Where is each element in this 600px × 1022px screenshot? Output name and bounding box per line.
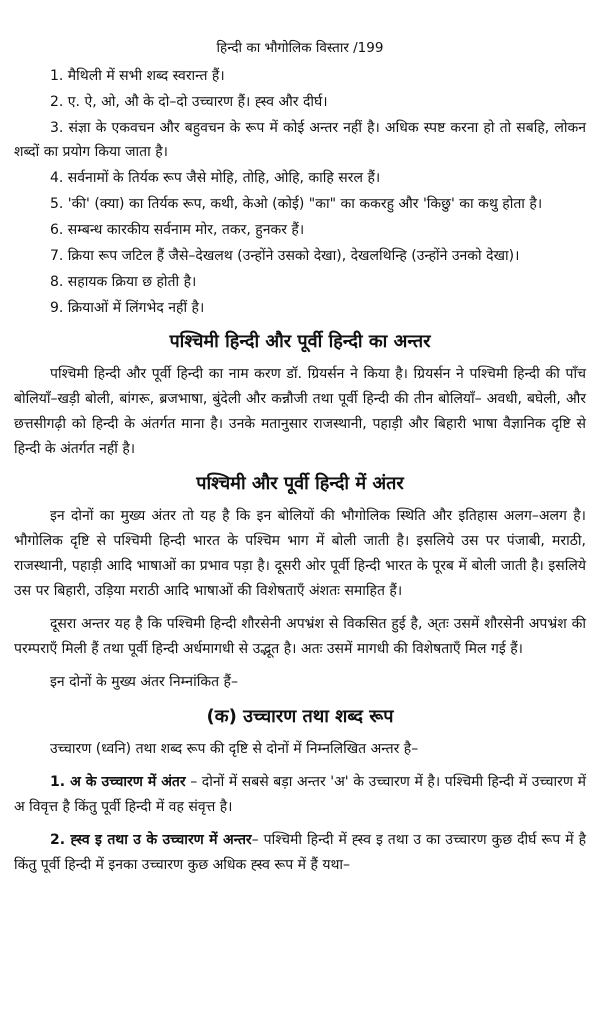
list-item: 1. मैथिली में सभी शब्द स्वरान्त हैं। <box>50 68 225 84</box>
section-heading: पश्चिमी और पूर्वी हिन्दी में अंतर <box>196 473 404 494</box>
list-item: 3. संज्ञा के एकवचन और बहुवचन के रूप में कोई अन्तर नहीं है। अधिक स्पष्ट करना हो तो सबहि, लोकन शब्दों का प्रयोग किया जाता है। <box>14 120 586 160</box>
point-text: – दोनों में सबसे बड़ा अन्तर 'अ' के उच्चारण में है। पश्चिमी हिन्दी में उच्चारण में अ विवृत्त है किंतु पूर्वी हिन्दी में वह संवृत्त है। <box>14 774 586 815</box>
paragraph: इन दोनों का मुख्य अंतर तो यह है कि इन बोलियों की भौगोलिक स्थिति और इतिहास अलग–अलग है। भौगोलिक दृष्टि से पश्चिमी हिन्दी भारत के पश्चिम भाग में बोली जाती है। इसलिये उस पर पंजाबी, मराठी, राजस्थानी, पहाड़ी आदि भाषाओं का प्रभाव पड़ा है। दूसरी ओर पूर्वी हिन्दी भारत के पूरब में बोली जाती है। इसलिये उस पर बिहारी, उड़िया मराठी आदि भाषाओं की विशेषताएँ अंशतः समाहित हैं। <box>14 508 586 599</box>
point-title: 1. अ के उच्चारण में अंतर <box>50 774 186 790</box>
running-header: हिन्दी का भौगोलिक विस्तार /199 <box>216 40 384 56</box>
list-item: 4. सर्वनामों के तिर्यक रूप जैसे मोहि, तोहि, ओहि, काहि सरल हैं। <box>50 170 381 186</box>
list-item: 6. सम्बन्ध कारकीय सर्वनाम मोर, तकर, हुनकर हैं। <box>50 222 305 238</box>
paragraph: दूसरा अन्तर यह है कि पश्चिमी हिन्दी शौरसेनी अपभ्रंश से विकसित हुई है, अ्तः उसमें शौरसेनी अपभ्रंश की परम्पराएँ मिली हैं तथा पूर्वी हिन्दी अर्धमागधी से उद्भूत है। अतः उसमें मागधी की विशेषताएँ मिल गई हैं। <box>14 616 586 657</box>
section-heading: पश्चिमी हिन्दी और पूर्वी हिन्दी का अन्तर <box>169 331 431 352</box>
point-text: – पश्चिमी हिन्दी में ह्स्व इ तथा उ का उच्चारण कुछ दीर्घ रूप में है किंतु पूर्वी हिन्दी में इनका उच्चारण कुछ अधिक ह्स्व रूप में हैं यथा– <box>14 832 587 873</box>
list-item: 2. ए. ऐ, ओ, औ के दो–दो उच्चारण हैं। ह्स्व और दीर्घ। <box>50 94 328 110</box>
list-item: 8. सहायक क्रिया छ होती है। <box>50 274 197 290</box>
list-item: 5. 'की' (क्या) का तिर्यक रूप, कथी, केओ (कोई) "का" का ककरहु और 'किछु' का कथु होता है। <box>50 196 543 212</box>
paragraph: इन दोनों के मुख्य अंतर निम्नांकित हैं– <box>50 674 238 690</box>
point-title: 2. ह्स्व इ तथा उ के उच्चारण में अन्तर <box>50 832 252 848</box>
paragraph: पश्चिमी हिन्दी और पूर्वी हिन्दी का नाम करण डॉ. ग्रियर्सन ने किया है। ग्रियर्सन ने पश्चिमी हिन्दी की पाँच बोलियाँ–खड़ी बोली, बांगरू, ब्रजभाषा, बुंदेली और कन्नौजी तथा पूर्वी हिन्दी की तीन बोलियाँ– अवधी, बघेली, और छत्तसीगढ़ी को हिन्दी के अंतर्गत माना है। उनके मतानुसार राजस्थानी, पहाड़ी और बिहारी भाषा वैज्ञानिक दृष्टि से हिन्दी के अंतर्गत नहीं है। <box>14 366 586 457</box>
list-item: 7. क्रिया रूप जटिल हैं जैसे–देखलथ (उन्होंने उसको देखा), देखलथिन्हि (उन्होंने उनको देखा)। <box>50 248 520 264</box>
list-item: 9. क्रियाओं में लिंगभेद नहीं है। <box>50 300 205 316</box>
paragraph <box>14 828 586 878</box>
section-heading: (क) उच्चारण तथा शब्द रूप <box>206 706 394 727</box>
paragraph <box>14 770 586 820</box>
feature-list <box>14 64 586 320</box>
paragraph: उच्चारण (ध्वनि) तथा शब्द रूप की दृष्टि से दोनों में निम्नलिखित अन्तर है– <box>50 741 419 757</box>
